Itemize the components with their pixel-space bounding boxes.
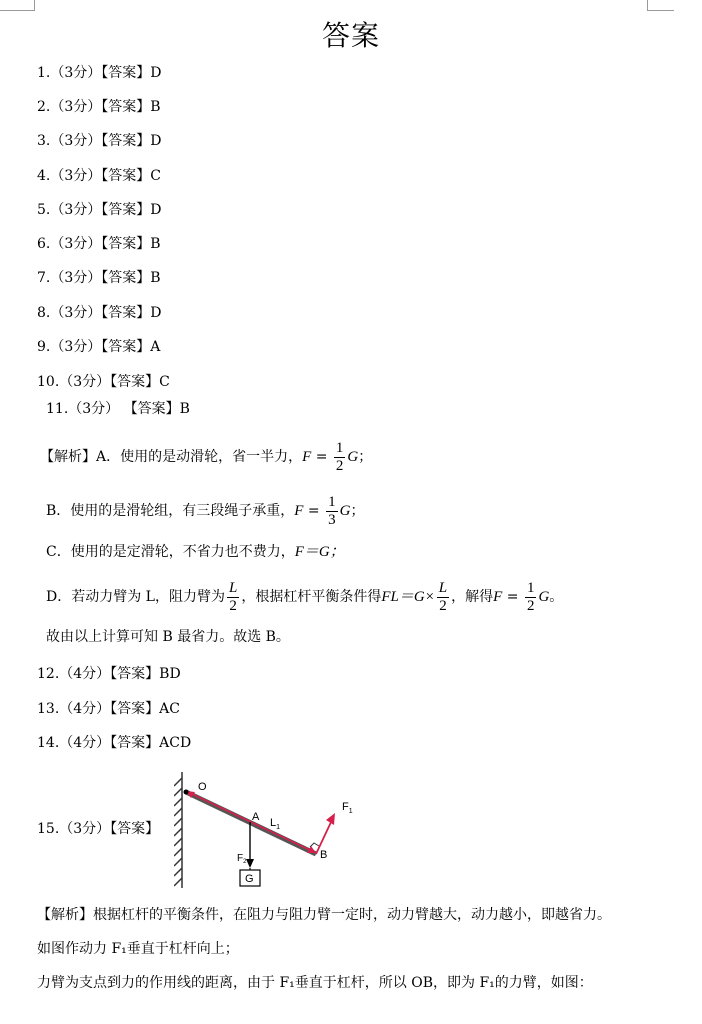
answer-line: 5.（3分）【答案】D	[37, 202, 162, 218]
wall-hatching	[174, 772, 182, 888]
analysis-q15-line2: 如图作动力 F₁垂直于杠杆向上；	[37, 941, 239, 957]
answer-line: 11.（3分） 【答案】B	[46, 401, 190, 417]
label-f1: $F_1$	[342, 801, 353, 815]
label-a: A	[252, 811, 260, 823]
label-l1: $L_1$	[270, 817, 281, 831]
fraction-one-half: $\frac{1}{2}$	[335, 439, 344, 474]
answer-line: 9.（3分）【答案】A	[37, 339, 161, 355]
answer-line: 8.（3分）【答案】D	[37, 305, 162, 321]
analysis-option-d: D．若动力臂为 L，阻力臂为 $\frac{L}{2}$ ，根据杠杆平衡条件得FL＝G× $\frac{L}{2}$ ，解得F = $\frac{1}{2}$ G。	[46, 579, 564, 614]
lever-bar	[186, 792, 316, 854]
label-f2: $F_2$	[237, 853, 247, 865]
answer-line: 12.（4分）【答案】BD	[37, 666, 181, 682]
page-corner-mark-right	[647, 0, 674, 11]
page-corner-mark-left	[0, 0, 35, 11]
right-angle-mark	[310, 843, 319, 847]
answer-line: 4.（3分）【答案】C	[37, 168, 161, 184]
answer-line: 15.（3分）【答案】	[37, 821, 160, 837]
analysis-q15-line3: 力臂为支点到力的作用线的距离，由于 F₁垂直于杠杆，所以 OB，即为 F₁的力臂，如图：	[37, 975, 593, 991]
answer-line: 13.（4分）【答案】AC	[37, 701, 180, 717]
pivot-point	[184, 790, 189, 795]
fraction-l-half: $\frac{L}{2}$	[438, 579, 448, 614]
answer-line: 10.（3分）【答案】C	[37, 374, 170, 390]
answer-line: 3.（3分）【答案】D	[37, 133, 162, 149]
analysis-conclusion: 故由以上计算可知 B 最省力。故选 B。	[46, 629, 290, 645]
answer-line: 1.（3分）【答案】D	[37, 65, 162, 81]
page-title: 答案	[321, 19, 380, 52]
moment-arm-line	[188, 792, 314, 852]
fraction-one-third: $\frac{1}{3}$	[328, 493, 336, 528]
force-f2-arrowhead	[246, 859, 254, 868]
answer-line: 14.（4分）【答案】ACD	[37, 735, 192, 751]
fraction-one-half: $\frac{1}{2}$	[526, 579, 535, 614]
answer-line: 7.（3分）【答案】B	[37, 270, 161, 286]
lever-diagram	[174, 770, 364, 892]
label-b: B	[320, 849, 328, 861]
answer-line: 2.（3分）【答案】B	[37, 99, 161, 115]
analysis-option-a: 【解析】A．使用的是动滑轮，省一半力，F = $\frac{1}{2}$ G；	[40, 439, 373, 474]
answer-line: 6.（3分）【答案】B	[37, 236, 161, 252]
label-o: O	[198, 781, 207, 793]
label-g: G	[245, 873, 254, 885]
analysis-option-b: B．使用的是滑轮组，有三段绳子承重，F = $\frac{1}{3}$ G；	[46, 493, 365, 528]
analysis-q15: 【解析】根据杠杆的平衡条件，在阻力与阻力臂一定时，动力臂越大，动力越小，即越省力。	[37, 907, 611, 923]
fraction-l-half: $\frac{L}{2}$	[228, 579, 238, 614]
analysis-option-c: C．使用的是定滑轮，不省力也不费力，F＝G；	[46, 544, 345, 560]
